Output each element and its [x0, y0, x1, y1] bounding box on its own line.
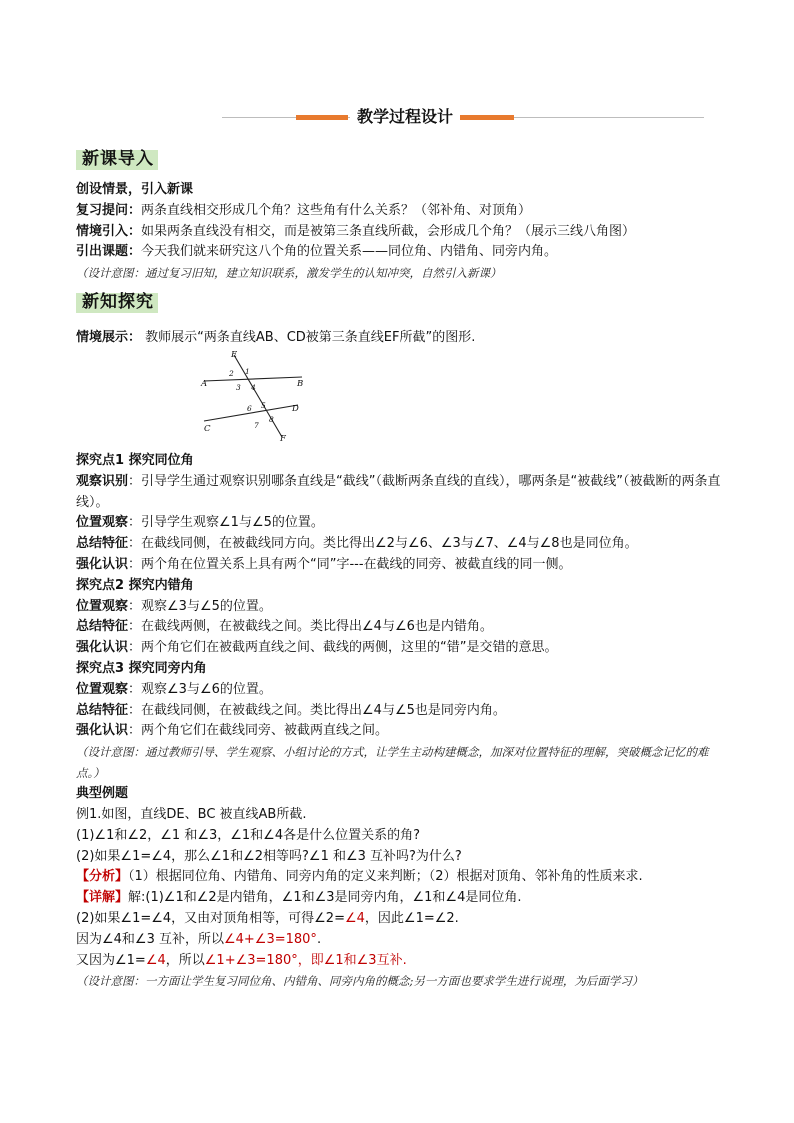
section-title-explore: 新知探究	[82, 292, 154, 312]
intro-block	[76, 180, 726, 284]
point1-title: 探究点1 探究同位角	[76, 453, 194, 468]
angle-6: 6	[247, 404, 252, 413]
intro-label-3: 情境引入：	[76, 223, 142, 239]
strengthen-label: 强化认识	[76, 640, 129, 656]
step2-part-b: ∠4	[344, 910, 365, 926]
label-f: F	[280, 434, 286, 443]
title-accent-left	[296, 115, 348, 120]
solution-step-2	[76, 909, 726, 930]
intro-text-2: 两条直线相交形成几个角？这些角有什么关系？（邻补角、对顶角）	[141, 202, 532, 218]
title-accent-right	[460, 115, 514, 120]
angle-8: 8	[269, 415, 274, 424]
example-analysis	[76, 867, 726, 888]
point2-title: 探究点2 探究内错角	[76, 577, 194, 593]
step3-part-c: .	[316, 931, 322, 947]
summary-label: 总结特征	[76, 619, 129, 635]
observe-label: 观察识别	[76, 473, 129, 489]
step3-part-a: 因为∠4和∠3 互补，所以	[76, 931, 224, 947]
angle-5: 5	[261, 401, 266, 410]
situation-line	[76, 328, 726, 349]
angle-2: 2	[229, 369, 234, 378]
point1-observe	[76, 472, 726, 514]
angle-4: 4	[251, 383, 256, 392]
intro-label-4: 引出课题：	[76, 244, 142, 260]
position-label: 位置观察	[76, 681, 129, 697]
analysis-tag: 【分析】	[76, 869, 129, 885]
intro-line-3	[76, 222, 726, 243]
point1-strengthen	[76, 555, 726, 576]
step4-part-c: ，所以	[165, 952, 205, 968]
point1-summary	[76, 534, 726, 555]
position-text: ：观察∠3与∠6的位置。	[128, 681, 272, 697]
explore-design-note: （设计意图：通过教师引导、学生观察、小组讨论的方式，让学生主动构建概念，加深对位置特征的理解，突破概念记忆的难点。）	[76, 745, 709, 781]
example-question: 例1.如图，直线DE、BC 被直线AB所截.	[76, 806, 307, 822]
situation-text: 教师展示“两条直线AB、CD被第三条直线EF所截”的图形.	[141, 330, 476, 345]
point1-position	[76, 513, 726, 534]
example-title: 典型例题	[76, 786, 129, 802]
label-e: E	[231, 350, 238, 360]
example-design-note: （设计意图：一方面让学生复习同位角、内错角、同旁内角的概念;另一方面也要求学生进行说理，为后面学习）	[76, 974, 644, 989]
step4-part-d: ∠1+∠3=180°，即∠1和∠3互补.	[204, 952, 407, 968]
step3-part-b: ∠4+∠3=180°	[223, 931, 317, 947]
example-question-1: (1)∠1和∠2，∠1 和∠3，∠1和∠4各是什么位置关系的角?	[76, 827, 420, 843]
position-label: 位置观察	[76, 515, 129, 531]
point3-summary	[76, 701, 726, 722]
detail-text: 解:(1)∠1和∠2是内错角，∠1和∠3是同旁内角，∠1和∠4是同位角.	[128, 890, 522, 906]
summary-label: 总结特征	[76, 536, 129, 552]
three-lines-eight-angles-figure	[196, 349, 312, 443]
observe-text: ：引导学生通过观察识别哪条直线是“截线”（截断两条直线的直线），哪两条是“被截线”（被截断的两条直线）。	[76, 473, 721, 510]
intro-line-4	[76, 242, 726, 263]
solution-step-4	[76, 951, 726, 972]
strengthen-text: ：两个角在位置关系上具有两个“同”字---在截线的同旁、被截直线的同一侧。	[128, 556, 572, 572]
summary-label: 总结特征	[76, 702, 129, 718]
intro-label-1: 创设情景，引入新课	[76, 182, 194, 197]
step2-part-a: (2)如果∠1=∠4，又由对顶角相等，可得∠2=	[76, 910, 345, 926]
label-d: D	[292, 404, 299, 414]
solution-step-3	[76, 930, 726, 951]
point3-position	[76, 680, 726, 701]
angle-7: 7	[254, 421, 259, 430]
intro-line-1	[76, 180, 726, 201]
example-question-2: (2)如果∠1=∠4，那么∠1和∠2相等吗?∠1 和∠3 互补吗?为什么?	[76, 848, 462, 864]
point2-position	[76, 597, 726, 618]
step4-part-a: 又因为∠1=	[76, 952, 146, 968]
section-title-intro: 新课导入	[82, 149, 154, 169]
strengthen-label: 强化认识	[76, 723, 129, 739]
point3-strengthen	[76, 721, 726, 742]
intro-text-3: 如果两条直线没有相交，而是被第三条直线所截，会形成几个角？（展示三线八角图）	[141, 223, 636, 239]
page-title: 教学过程设计	[350, 106, 460, 128]
section-heading-explore	[76, 290, 154, 314]
point3-title: 探究点3 探究同旁内角	[76, 660, 207, 676]
label-c: C	[204, 424, 211, 434]
summary-text: ：在截线两侧，在被截线之间。类比得出∠4与∠6也是内错角。	[128, 619, 493, 635]
summary-text: ：在截线同侧，在被截线同方向。类比得出∠2与∠6、∠3与∠7、∠4与∠8也是同位角。	[128, 536, 638, 552]
position-text: ：观察∠3与∠5的位置。	[128, 598, 272, 614]
section-heading-intro	[76, 147, 154, 171]
page-title-banner	[222, 106, 704, 128]
step4-part-b: ∠4	[145, 952, 166, 968]
intro-label-2: 复习提问：	[76, 202, 142, 218]
angle-3: 3	[236, 383, 241, 392]
summary-text: ：在截线同侧，在被截线之间。类比得出∠4与∠5也是同旁内角。	[128, 702, 506, 718]
position-label: 位置观察	[76, 598, 129, 614]
explore-block	[76, 451, 726, 992]
strengthen-text: ：两个角它们在被截两直线之间、截线的两侧，这里的“错”是交错的意思。	[128, 640, 558, 656]
point2-strengthen	[76, 638, 726, 659]
intro-text-4: 今天我们就来研究这八个角的位置关系——同位角、内错角、同旁内角。	[141, 244, 558, 260]
detail-tag: 【详解】	[76, 890, 129, 906]
strengthen-label: 强化认识	[76, 556, 129, 572]
analysis-text: （1）根据同位角、内错角、同旁内角的定义来判断；（2）根据对顶角、邻补角的性质来求.	[128, 869, 643, 885]
example-detail	[76, 888, 726, 909]
intro-line-2	[76, 201, 726, 222]
line-ab	[204, 377, 302, 381]
step2-part-c: ，因此∠1=∠2.	[364, 910, 459, 926]
position-text: ：引导学生观察∠1与∠5的位置。	[128, 515, 324, 531]
situation-label: 情境展示：	[76, 330, 142, 345]
label-b: B	[297, 379, 304, 389]
angle-1: 1	[245, 367, 250, 376]
point2-summary	[76, 617, 726, 638]
intro-design-note: （设计意图：通过复习旧知，建立知识联系，激发学生的认知冲突，自然引入新课）	[76, 266, 502, 281]
label-a: A	[201, 379, 208, 389]
strengthen-text: ：两个角它们在截线同旁、被截两直线之间。	[128, 723, 389, 739]
